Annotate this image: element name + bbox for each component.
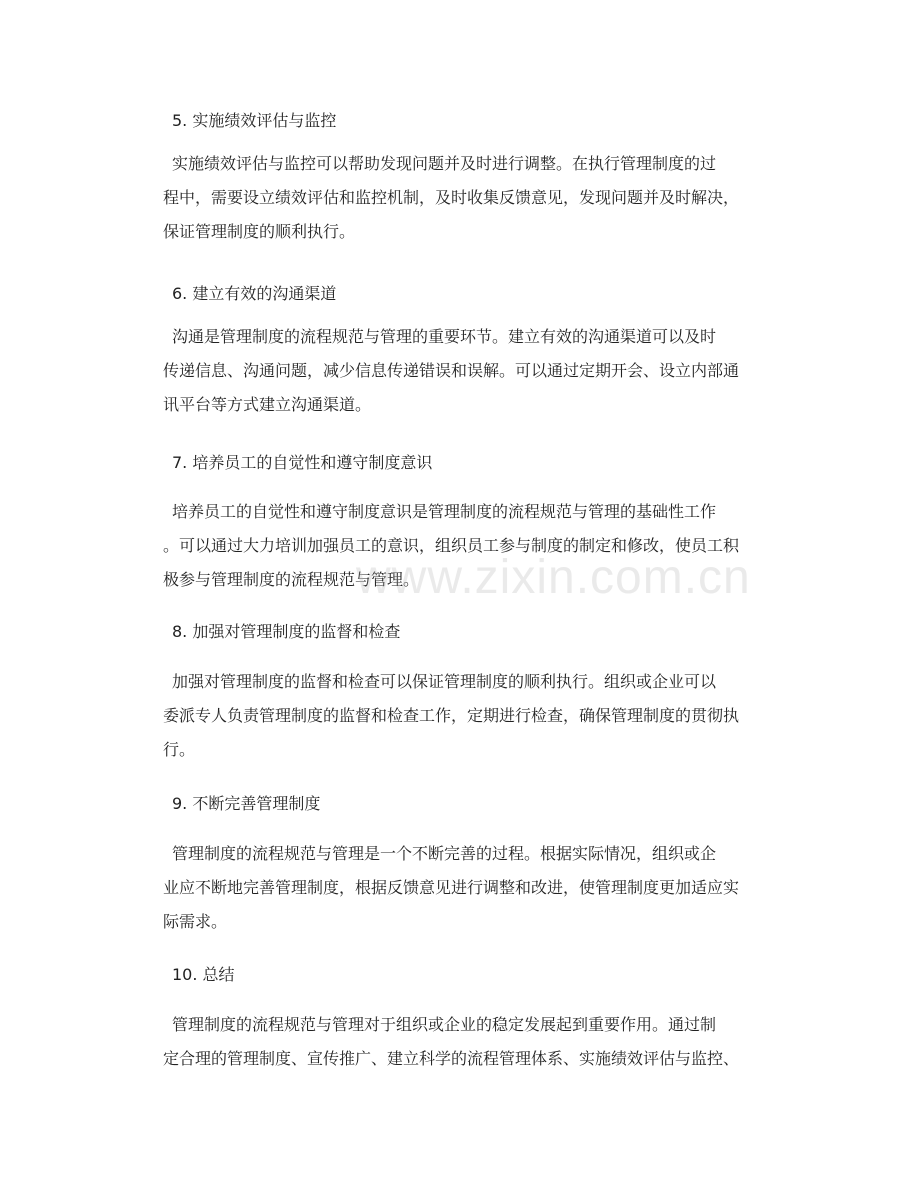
paragraph-line: 业应不断地完善管理制度，根据反馈意见进行调整和改进，使管理制度更加适应实 (163, 878, 740, 897)
paragraph-line: 极参与管理制度的流程规范与管理。 (163, 570, 420, 589)
paragraph-line: 实施绩效评估与监控可以帮助发现问题并及时进行调整。在执行管理制度的过 (172, 154, 717, 173)
paragraph-line: 程中，需要设立绩效评估和监控机制，及时收集反馈意见，发现问题并及时解决， (163, 188, 740, 207)
paragraph-line: 际需求。 (163, 912, 228, 931)
paragraph-line: 管理制度的流程规范与管理对于组织或企业的稳定发展起到重要作用。通过制 (172, 1015, 717, 1034)
section-paragraph-9 (163, 837, 812, 939)
paragraph-line: 管理制度的流程规范与管理是一个不断完善的过程。根据实际情况，组织或企 (172, 844, 717, 863)
section-paragraph-10 (163, 1008, 812, 1076)
paragraph-line: 沟通是管理制度的流程规范与管理的重要环节。建立有效的沟通渠道可以及时 (172, 327, 717, 346)
paragraph-line: 行。 (163, 740, 196, 759)
section-heading-10: 10. 总结 (172, 965, 235, 984)
paragraph-line: 委派专人负责管理制度的监督和检查工作，定期进行检查，确保管理制度的贯彻执 (163, 706, 740, 725)
section-heading-5: 5. 实施绩效评估与监控 (172, 111, 337, 130)
section-heading-6: 6. 建立有效的沟通渠道 (172, 284, 337, 303)
section-paragraph-6 (163, 320, 812, 422)
paragraph-line: 传递信息、沟通问题，减少信息传递错误和误解。可以通过定期开会、设立内部通 (163, 361, 740, 380)
section-heading-7: 7. 培养员工的自觉性和遵守制度意识 (172, 453, 433, 472)
section-paragraph-5 (163, 147, 812, 249)
paragraph-line: 讯平台等方式建立沟通渠道。 (163, 395, 372, 414)
paragraph-line: 加强对管理制度的监督和检查可以保证管理制度的顺利执行。组织或企业可以 (172, 672, 717, 691)
paragraph-line: 。可以通过大力培训加强员工的意识，组织员工参与制度的制定和修改，使员工积 (163, 536, 740, 555)
section-heading-8: 8. 加强对管理制度的监督和检查 (172, 622, 401, 641)
watermark-text: www.zixin.com.cn (356, 551, 751, 604)
paragraph-line: 定合理的管理制度、宣传推广、建立科学的流程管理体系、实施绩效评估与监控、 (163, 1049, 740, 1068)
section-paragraph-8 (163, 665, 812, 767)
section-heading-9: 9. 不断完善管理制度 (172, 794, 321, 813)
paragraph-line: 保证管理制度的顺利执行。 (163, 222, 356, 241)
paragraph-line: 培养员工的自觉性和遵守制度意识是管理制度的流程规范与管理的基础性工作 (172, 502, 717, 521)
section-paragraph-7 (163, 495, 812, 597)
